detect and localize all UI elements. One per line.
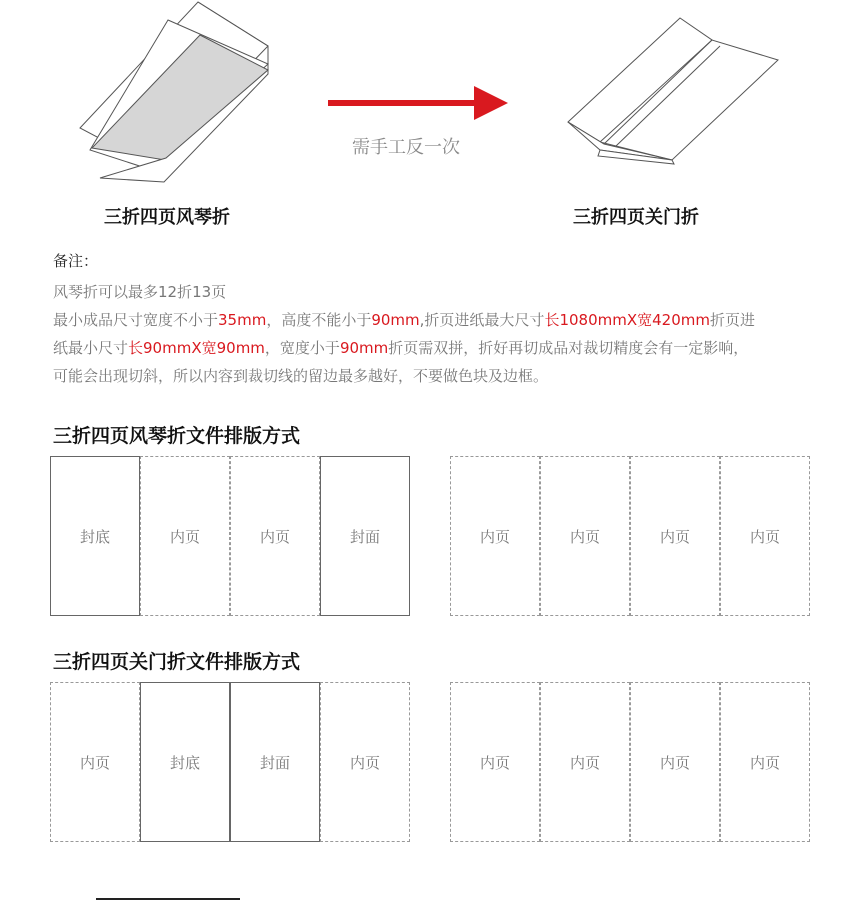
gate-fold-label: 三折四页关门折	[573, 207, 699, 228]
layout-panel: 内页	[540, 682, 630, 842]
note-text: ，高度不能小于	[266, 311, 372, 329]
note-line-2	[53, 306, 755, 334]
layout-panel: 封底	[50, 456, 140, 616]
arrow-caption: 需手工反一次	[352, 137, 460, 158]
note-text: 最小成品尺寸宽度不小于	[53, 311, 219, 329]
highlight-text: 90mm	[371, 311, 420, 329]
bottom-divider	[96, 898, 240, 900]
layout-panel: 内页	[720, 682, 810, 842]
note-line-3	[53, 334, 748, 362]
right-arrow-icon	[326, 84, 510, 122]
note-line-1: 风琴折可以最多12折13页	[53, 283, 227, 301]
layout-panel: 内页	[630, 682, 720, 842]
highlight-text: 90mm	[339, 339, 389, 357]
gate-layout-right	[450, 682, 810, 842]
highlight-text: 35mm	[218, 311, 267, 329]
layout-panel: 内页	[450, 682, 540, 842]
accordion-fold-label: 三折四页风琴折	[104, 207, 230, 228]
notes-title: 备注：	[53, 252, 99, 270]
note-text: 折页需双拼，折好再切成品对裁切精度会有一定影响，	[388, 339, 749, 357]
accordion-layout-right	[450, 456, 810, 616]
note-text: 纸最小尺寸	[53, 339, 129, 357]
note-text: 折页进	[709, 311, 755, 329]
accordion-fold-illustration	[70, 0, 280, 190]
layout-panel: 内页	[50, 682, 140, 842]
highlight-text: 长1080mmX宽420mm	[544, 311, 710, 329]
layout-panel: 内页	[450, 456, 540, 616]
layout-panel: 内页	[320, 682, 410, 842]
layout-panel: 内页	[140, 456, 230, 616]
layout-panel: 内页	[540, 456, 630, 616]
layout-panel: 封底	[140, 682, 230, 842]
layout-panel: 内页	[230, 456, 320, 616]
gate-layout-title: 三折四页关门折文件排版方式	[53, 651, 301, 673]
note-text: ,折页进纸最大尺寸	[419, 311, 545, 329]
highlight-text: 长90mmX宽90mm	[128, 339, 265, 357]
accordion-layout-title: 三折四页风琴折文件排版方式	[53, 425, 301, 447]
layout-panel: 内页	[720, 456, 810, 616]
layout-panel: 封面	[320, 456, 410, 616]
layout-panel: 封面	[230, 682, 320, 842]
note-text: ，宽度小于	[264, 339, 340, 357]
accordion-layout-left	[50, 456, 410, 616]
gate-fold-illustration	[560, 10, 785, 170]
gate-layout-left	[50, 682, 410, 842]
layout-panel: 内页	[630, 456, 720, 616]
note-line-4: 可能会出现切斜，所以内容到裁切线的留边最多越好，不要做色块及边框。	[53, 367, 549, 385]
